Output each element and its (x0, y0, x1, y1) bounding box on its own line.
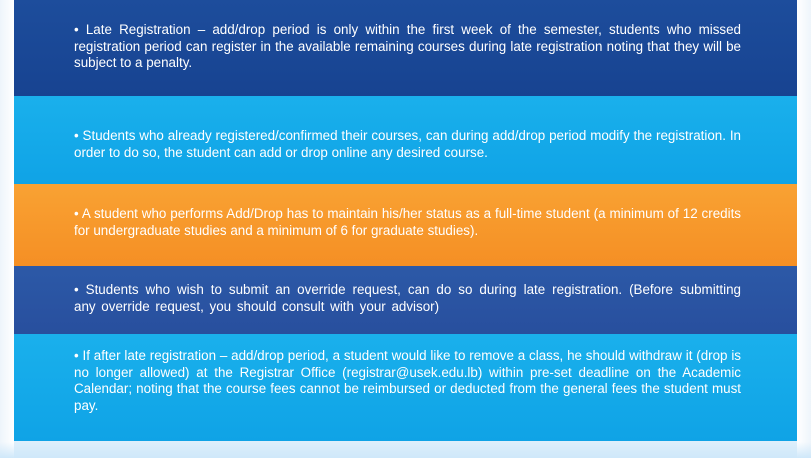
info-panel-stack (14, 0, 797, 441)
modify-registration-text: • Students who already registered/confirmed their courses, can during add/drop period modify the registration. In order to do so, the student can add or drop online any desired course. (74, 128, 741, 160)
full-time-status-band (14, 184, 797, 266)
withdraw-class-text: • If after late registration – add/drop period, a student would like to remove a class, he should withdraw it (drop is no longer allowed) at the Registrar Office (registrar@usek.edu.lb) within pre-set deadline on the Academic Calendar; noting that the course fees cannot be reimbursed or deducted from the general fees the student must pay. (74, 348, 741, 413)
late-registration-band (14, 0, 797, 96)
modify-registration-band (14, 96, 797, 184)
bottom-gradient (0, 442, 811, 458)
withdraw-class-band (14, 334, 797, 441)
late-registration-text: • Late Registration – add/drop period is only within the first week of the semester, students who missed registration period can register in the available remaining courses during late registration noting that they will be subject to a penalty. (74, 22, 741, 70)
full-time-status-text: • A student who performs Add/Drop has to maintain his/her status as a full-time student (a minimum of 12 credits for undergraduate studies and a minimum of 6 for graduate studies). (74, 206, 741, 238)
left-margin (0, 0, 14, 458)
override-request-band (14, 266, 797, 334)
right-margin (797, 0, 811, 458)
override-request-text: • Students who wish to submit an override request, can do so during late registration. (Before submitting any override request, you should consult with your advisor) (74, 282, 741, 314)
